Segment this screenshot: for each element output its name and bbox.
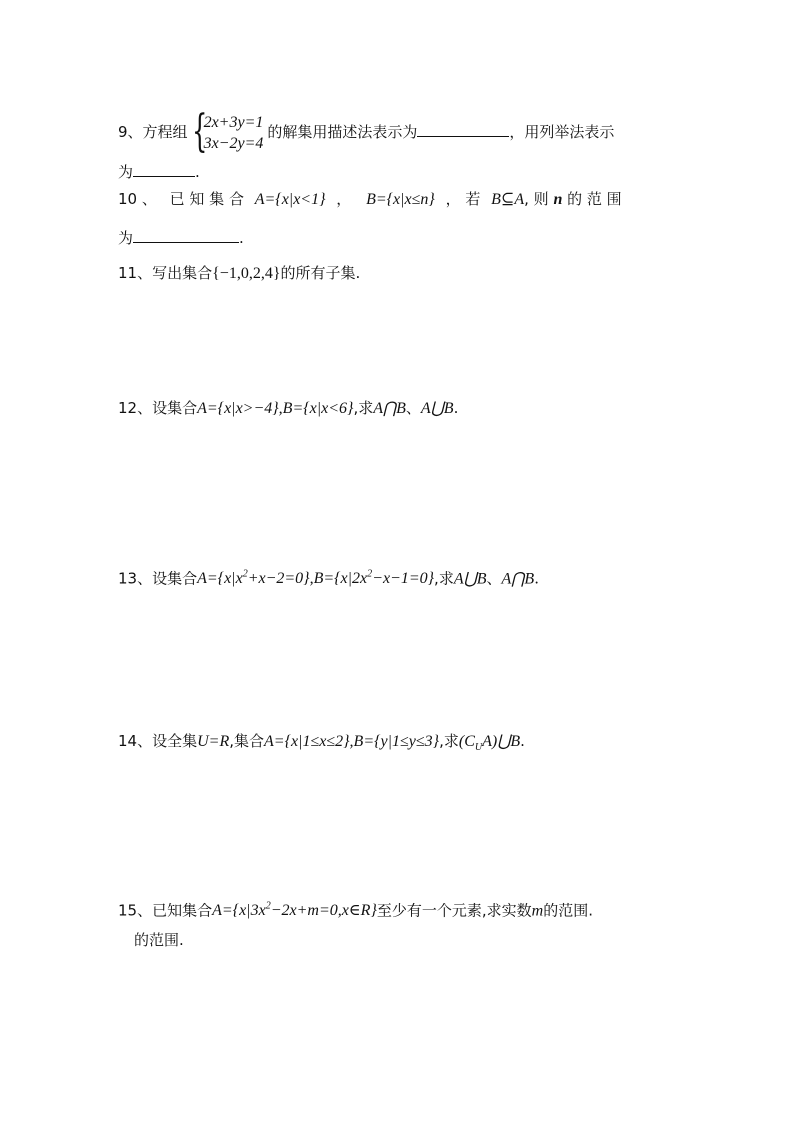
- question-10-cont: [118, 228, 244, 248]
- q9-equation-system: [191, 106, 264, 157]
- q12-number: 12、: [118, 399, 153, 417]
- q12-expression: A={x|x>−4},B={x|x<6}: [197, 400, 354, 417]
- q14-period: .: [520, 732, 525, 750]
- q13-b-post: −x−1=0}: [372, 570, 435, 588]
- q9-equation-1: 2x+3y=1: [203, 114, 264, 131]
- q15-text-2: 至少有一个元素,求实数: [376, 901, 532, 920]
- q9-answer-blank-2[interactable]: [133, 162, 195, 177]
- q15-text-3: 的范围.: [543, 901, 593, 920]
- q14-expression: A={x|1≤x≤2},B={y|1≤y≤3}: [264, 733, 440, 750]
- q9-answer-blank-1[interactable]: [417, 122, 509, 137]
- q13-a-pre: A={x|x: [197, 570, 243, 588]
- question-15: [118, 897, 593, 921]
- q13-period: .: [534, 569, 539, 588]
- q13-set-a: [197, 570, 309, 587]
- q13-intersection: A⋂B: [501, 570, 535, 588]
- q10-set-b: B={x|x≤n}: [366, 191, 435, 208]
- q14-text-1: 设全集: [152, 732, 198, 750]
- q13-b-pre: ,B={x|2x: [309, 570, 368, 588]
- q14-c-post: A)⋃B: [482, 733, 521, 750]
- q10-relation: B⊆A: [491, 191, 525, 208]
- q10-answer-blank[interactable]: [133, 228, 239, 243]
- q15-a-exponent: 2: [265, 901, 271, 912]
- q13-text-1: 设集合: [152, 569, 198, 588]
- q12-intersection: A⋂B: [373, 400, 406, 417]
- q13-set-b: [310, 570, 434, 587]
- q13-text-3: 、: [486, 569, 502, 588]
- q9-text-4: 为: [118, 163, 134, 181]
- q12-union: A⋃B: [420, 400, 454, 417]
- q9-number: 9、: [118, 123, 143, 141]
- q14-text-3: ,求: [439, 732, 459, 750]
- q13-text-2: ,求: [434, 569, 454, 588]
- q14-complement-union: [458, 733, 521, 754]
- q12-period: .: [453, 399, 459, 417]
- q11-text-1: 写出集合: [152, 264, 213, 282]
- q10-text-4: 的 范 围: [567, 190, 622, 208]
- q10-variable-n: n: [553, 191, 563, 208]
- q14-c-subscript: U: [474, 742, 483, 754]
- q13-a-post: +x−2=0}: [247, 570, 310, 588]
- q12-text-3: 、: [405, 399, 421, 417]
- q15-a-pre: A={x|3x: [212, 902, 266, 920]
- question-14: [118, 731, 525, 758]
- left-brace-icon: {: [191, 106, 207, 157]
- question-13: [118, 565, 539, 589]
- q11-text-2: 的所有子集.: [280, 264, 361, 282]
- q9-equation-2: 3x−2y=4: [203, 135, 264, 152]
- q12-text-1: 设集合: [152, 399, 198, 417]
- q10-number: 10 、: [118, 190, 157, 208]
- q12-text-2: ,求: [353, 399, 374, 417]
- question-10: [118, 189, 622, 210]
- q15-set-a: [212, 902, 377, 919]
- q10-text-2: ， 若: [445, 190, 481, 208]
- q10-period: .: [239, 229, 244, 247]
- q10-set-a: A={x|x<1}: [254, 191, 326, 208]
- q14-number: 14、: [118, 732, 153, 750]
- question-9: [118, 106, 615, 157]
- q13-number: 13、: [118, 569, 153, 588]
- q15-text-4: 的范围.: [134, 931, 184, 949]
- q15-a-post: −2x+m=0,x∈R}: [270, 902, 377, 920]
- q10-text-1: 已 知 集 合: [169, 190, 244, 208]
- q14-text-2: ,集合: [229, 732, 265, 750]
- question-12: [118, 398, 458, 419]
- q9-text-2: 的解集用描述法表示为: [267, 123, 418, 141]
- q11-set: {−1,0,2,4}: [212, 265, 281, 282]
- question-9-cont: [118, 162, 200, 182]
- q9-text-3: ，用列举法表示: [509, 123, 615, 141]
- q13-union: A⋃B: [453, 570, 487, 588]
- q15-variable-m: m: [531, 902, 544, 920]
- q13-b-exponent: 2: [367, 569, 373, 580]
- q10-text-3: , 则: [524, 190, 549, 208]
- q10-text-5: 为: [118, 229, 134, 247]
- q15-text-1: 已知集合: [152, 901, 213, 920]
- q13-a-exponent: 2: [242, 569, 248, 580]
- question-15-cont: [134, 930, 184, 950]
- q14-c-pre: (C: [458, 733, 475, 750]
- q10-sep: ，: [336, 190, 352, 208]
- q11-number: 11、: [118, 264, 153, 282]
- q14-universe: U=R: [197, 733, 230, 750]
- q9-period: .: [195, 163, 200, 181]
- q15-number: 15、: [118, 901, 153, 920]
- question-11: [118, 263, 360, 284]
- q9-text-1: 方程组: [142, 123, 188, 141]
